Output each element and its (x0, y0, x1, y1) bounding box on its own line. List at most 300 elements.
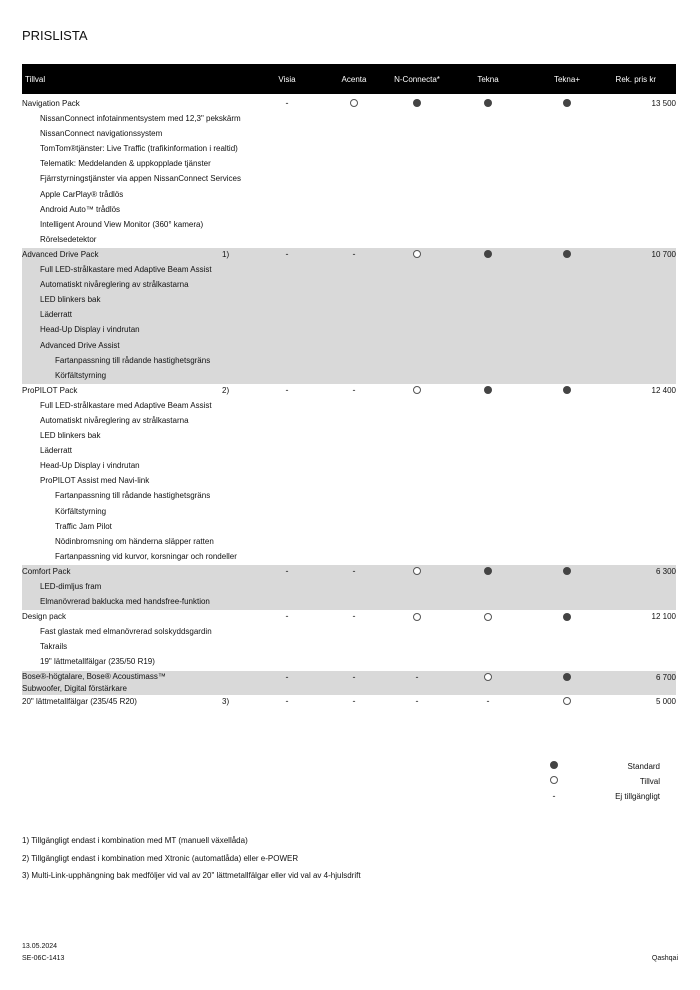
empty-cell (448, 308, 528, 323)
empty-cell (448, 218, 528, 233)
empty-cell (606, 142, 676, 157)
pack-item-text: Fartanpassning vid kurvor, korsningar och rondeller (55, 551, 237, 561)
empty-cell (448, 655, 528, 670)
not-available-dash: - (352, 611, 356, 622)
standard-dot-icon (563, 567, 571, 575)
pack-item (22, 550, 252, 565)
empty-cell (528, 127, 606, 142)
pack-item-text: Läderratt (40, 310, 73, 320)
pack-item (22, 278, 252, 293)
trim-availability (386, 671, 448, 695)
empty-cell (252, 293, 322, 308)
empty-cell (448, 505, 528, 520)
pack-price: 6 700 (606, 671, 676, 695)
empty-cell (386, 293, 448, 308)
not-available-dash: - (285, 565, 289, 576)
empty-cell (252, 308, 322, 323)
empty-cell (528, 172, 606, 187)
empty-cell (322, 218, 386, 233)
legend-item (540, 775, 660, 790)
empty-cell (322, 278, 386, 293)
empty-cell (386, 459, 448, 474)
pack-item-text: Läderratt (40, 446, 73, 456)
empty-cell (606, 308, 676, 323)
empty-cell (252, 444, 322, 459)
empty-cell (322, 369, 386, 384)
empty-cell (528, 188, 606, 203)
empty-cell (252, 429, 322, 444)
table-row (22, 550, 676, 565)
legend-item (540, 790, 660, 805)
pack-name-text: Design pack (22, 612, 67, 622)
col-header-acenta: Acenta (322, 64, 386, 94)
table-row (22, 203, 676, 218)
empty-cell (528, 580, 606, 595)
optional-circle-icon (350, 99, 358, 107)
pack-item-text: Nödinbromsning om händerna släpper ratten (55, 536, 214, 546)
empty-cell (252, 142, 322, 157)
pack-item (22, 474, 252, 489)
empty-cell (386, 399, 448, 414)
legend-symbol (548, 761, 560, 770)
empty-cell (386, 474, 448, 489)
empty-cell (448, 354, 528, 369)
empty-cell (252, 188, 322, 203)
pack-price: 12 400 (651, 385, 676, 395)
empty-cell (528, 489, 606, 504)
empty-cell (252, 580, 322, 595)
table-row (22, 339, 676, 354)
empty-cell (606, 580, 676, 595)
empty-cell (252, 233, 322, 248)
footer-code: SE-06C-1413 (22, 955, 65, 962)
trim-availability (322, 248, 386, 263)
empty-cell (386, 112, 448, 127)
empty-cell (386, 580, 448, 595)
pack-item (22, 459, 252, 474)
pack-item (22, 535, 252, 550)
table-row (22, 308, 676, 323)
pack-item-text: Intelligent Around View Monitor (360° kamera) (40, 219, 204, 229)
empty-cell (606, 625, 676, 640)
pack-item (22, 399, 252, 414)
pack-price: 12 100 (651, 612, 676, 622)
table-row (22, 263, 676, 278)
legend-label: Ej tillgängligt (615, 792, 660, 801)
not-available-dash: - (415, 695, 419, 706)
table-row (22, 233, 676, 248)
empty-cell (606, 414, 676, 429)
footnotes (22, 836, 361, 889)
table-row (22, 414, 676, 429)
empty-cell (528, 474, 606, 489)
empty-cell (386, 142, 448, 157)
empty-cell (322, 157, 386, 172)
pack-item (22, 429, 252, 444)
empty-cell (252, 203, 322, 218)
empty-cell (606, 203, 676, 218)
optional-circle-icon (413, 250, 421, 258)
empty-cell (322, 112, 386, 127)
pack-item (22, 354, 252, 369)
legend-label: Tillval (639, 777, 660, 786)
empty-cell (528, 142, 606, 157)
empty-cell (528, 354, 606, 369)
pack-item (22, 369, 252, 384)
table-row (22, 142, 676, 157)
empty-cell (606, 112, 676, 127)
not-available-dash: - (285, 98, 289, 108)
not-available-dash: - (285, 248, 289, 259)
not-available-dash: - (352, 565, 356, 576)
pack-name (22, 671, 252, 695)
trim-availability (252, 610, 322, 625)
pack-name (22, 94, 252, 112)
empty-cell (386, 595, 448, 610)
trim-availability (448, 94, 528, 112)
standard-dot-icon (550, 761, 558, 769)
standard-dot-icon (563, 250, 571, 258)
trim-availability (252, 384, 322, 399)
empty-cell (606, 399, 676, 414)
empty-cell (252, 520, 322, 535)
empty-cell (386, 640, 448, 655)
pack-item-text: Full LED-strålkastare med Adaptive Beam Assist (40, 400, 212, 410)
empty-cell (386, 414, 448, 429)
pack-item-text: Fartanpassning till rådande hastighetsgräns (55, 491, 211, 501)
footer-date: 13.05.2024 (22, 943, 58, 950)
empty-cell (606, 369, 676, 384)
not-available-dash: - (285, 695, 289, 706)
footnote: 1) Tillgängligt endast i kombination med MT (manuell växellåda) (22, 836, 248, 845)
empty-cell (386, 188, 448, 203)
empty-cell (606, 188, 676, 203)
optional-circle-icon (484, 613, 492, 621)
empty-cell (606, 459, 676, 474)
pack-item-text: Automatiskt nivåreglering av strålkastarna (40, 415, 189, 425)
empty-cell (252, 474, 322, 489)
empty-cell (448, 112, 528, 127)
empty-cell (386, 157, 448, 172)
optional-circle-icon (413, 386, 421, 394)
trim-availability (386, 695, 448, 710)
pack-item-text: Head-Up Display i vindrutan (40, 461, 140, 471)
empty-cell (322, 308, 386, 323)
optional-circle-icon (413, 613, 421, 621)
pack-item (22, 293, 252, 308)
empty-cell (448, 399, 528, 414)
pack-item (22, 520, 252, 535)
empty-cell (252, 399, 322, 414)
pack-item (22, 625, 252, 640)
empty-cell (528, 278, 606, 293)
empty-cell (322, 459, 386, 474)
standard-dot-icon (484, 99, 492, 107)
pack-name (22, 384, 252, 399)
table-row (22, 695, 676, 710)
not-available-dash: - (352, 384, 356, 395)
empty-cell (606, 505, 676, 520)
empty-cell (252, 655, 322, 670)
empty-cell (448, 293, 528, 308)
pack-price: 13 500 (651, 99, 676, 108)
empty-cell (386, 233, 448, 248)
pack-item (22, 414, 252, 429)
empty-cell (606, 293, 676, 308)
empty-cell (252, 550, 322, 565)
empty-cell (606, 655, 676, 670)
empty-cell (386, 535, 448, 550)
empty-cell (448, 580, 528, 595)
pack-item (22, 444, 252, 459)
empty-cell (386, 218, 448, 233)
standard-dot-icon (563, 386, 571, 394)
empty-cell (252, 489, 322, 504)
trim-availability (322, 610, 386, 625)
legend-symbol (548, 791, 560, 801)
pack-name-text: Comfort Pack (22, 566, 71, 576)
table-row (22, 248, 676, 263)
empty-cell (448, 535, 528, 550)
trim-availability (252, 94, 322, 112)
empty-cell (252, 535, 322, 550)
pack-item-text: Android Auto™ trådlös (40, 204, 121, 214)
empty-cell (322, 444, 386, 459)
pack-name (22, 695, 252, 710)
table-row (22, 610, 676, 625)
table-row (22, 384, 676, 399)
empty-cell (448, 323, 528, 338)
optional-circle-icon (484, 673, 492, 681)
empty-cell (448, 550, 528, 565)
empty-cell (322, 354, 386, 369)
empty-cell (448, 595, 528, 610)
pack-name-text: ProPILOT Pack (22, 385, 78, 395)
empty-cell (528, 203, 606, 218)
table-row (22, 459, 676, 474)
pack-item-text: Apple CarPlay® trådlös (40, 189, 124, 199)
empty-cell (322, 535, 386, 550)
trim-availability (252, 671, 322, 695)
table-row (22, 625, 676, 640)
empty-cell (606, 595, 676, 610)
empty-cell (386, 339, 448, 354)
table-row (22, 172, 676, 187)
empty-cell (528, 550, 606, 565)
empty-cell (252, 369, 322, 384)
empty-cell (528, 429, 606, 444)
empty-cell (322, 172, 386, 187)
pack-price: 6 300 (606, 565, 676, 580)
price-table (22, 64, 676, 710)
pack-item (22, 233, 252, 248)
empty-cell (448, 625, 528, 640)
empty-cell (528, 339, 606, 354)
empty-cell (386, 203, 448, 218)
empty-cell (528, 323, 606, 338)
trim-availability (448, 695, 528, 710)
empty-cell (448, 339, 528, 354)
empty-cell (606, 520, 676, 535)
pack-item (22, 127, 252, 142)
trim-availability (528, 695, 606, 710)
empty-cell (606, 157, 676, 172)
empty-cell (252, 112, 322, 127)
empty-cell (606, 263, 676, 278)
legend-item (540, 760, 660, 775)
pack-item (22, 157, 252, 172)
empty-cell (448, 127, 528, 142)
empty-cell (606, 278, 676, 293)
not-available-dash: - (285, 611, 289, 622)
empty-cell (528, 459, 606, 474)
standard-dot-icon (484, 250, 492, 258)
empty-cell (448, 444, 528, 459)
pack-item (22, 595, 252, 610)
table-row (22, 655, 676, 670)
empty-cell (606, 233, 676, 248)
empty-cell (448, 474, 528, 489)
not-available-dash: - (552, 791, 556, 801)
pack-item (22, 172, 252, 187)
pack-item-text: Takrails (40, 642, 68, 652)
trim-availability (528, 565, 606, 580)
empty-cell (322, 339, 386, 354)
table-row (22, 489, 676, 504)
empty-cell (606, 323, 676, 338)
empty-cell (322, 505, 386, 520)
empty-cell (252, 218, 322, 233)
pack-item-text: Full LED-strålkastare med Adaptive Beam Assist (40, 265, 212, 275)
trim-availability (448, 671, 528, 695)
pack-item (22, 112, 252, 127)
empty-cell (448, 142, 528, 157)
trim-availability (386, 94, 448, 112)
legend (540, 760, 660, 805)
trim-availability (528, 384, 606, 399)
col-header-n-connecta: N-Connecta* (386, 64, 448, 94)
table-row (22, 157, 676, 172)
table-row (22, 595, 676, 610)
pack-price: 5 000 (655, 696, 676, 706)
empty-cell (386, 308, 448, 323)
pack-name-text: Bose®-högtalare, Bose® Acoustimass™ Subwoofer, Digital förstärkare (22, 671, 166, 693)
col-header-price: Rek. pris kr (606, 64, 676, 94)
pack-item-text: LED blinkers bak (40, 431, 101, 441)
empty-cell (528, 655, 606, 670)
pack-item (22, 188, 252, 203)
pack-item (22, 142, 252, 157)
trim-availability (322, 94, 386, 112)
empty-cell (448, 278, 528, 293)
standard-dot-icon (484, 386, 492, 394)
empty-cell (322, 595, 386, 610)
empty-cell (322, 414, 386, 429)
table-row (22, 94, 676, 112)
empty-cell (252, 505, 322, 520)
empty-cell (528, 640, 606, 655)
table-row (22, 218, 676, 233)
pack-item-text: Körfältstyrning (55, 506, 107, 516)
empty-cell (528, 369, 606, 384)
trim-availability (448, 248, 528, 263)
table-header (22, 64, 676, 94)
empty-cell (528, 595, 606, 610)
empty-cell (322, 188, 386, 203)
pack-item (22, 640, 252, 655)
pack-name-text: Navigation Pack (22, 99, 80, 108)
optional-circle-icon (413, 567, 421, 575)
col-header-tillval: Tillval (22, 64, 252, 94)
legend-symbol (548, 776, 560, 785)
trim-availability (322, 671, 386, 695)
empty-cell (448, 369, 528, 384)
pack-item (22, 308, 252, 323)
pack-item-text: Traffic Jam Pilot (55, 521, 112, 531)
pack-item-text: Telematik: Meddelanden & uppkopplade tjänster (40, 159, 211, 169)
page-title: PRISLISTA (22, 28, 88, 43)
empty-cell (528, 308, 606, 323)
table-row (22, 369, 676, 384)
trim-availability (322, 565, 386, 580)
empty-cell (448, 188, 528, 203)
not-available-dash: - (285, 384, 289, 395)
empty-cell (252, 414, 322, 429)
pack-item-text: Automatiskt nivåreglering av strålkastarna (40, 280, 189, 290)
empty-cell (252, 595, 322, 610)
empty-cell (386, 489, 448, 504)
empty-cell (252, 323, 322, 338)
empty-cell (252, 157, 322, 172)
pack-item-text: Head-Up Display i vindrutan (40, 325, 140, 335)
trim-availability (322, 384, 386, 399)
table-row (22, 323, 676, 338)
empty-cell (322, 293, 386, 308)
footnote-ref: 3) (222, 696, 230, 706)
empty-cell (606, 429, 676, 444)
empty-cell (448, 520, 528, 535)
empty-cell (252, 263, 322, 278)
not-available-dash: - (352, 248, 356, 259)
trim-availability (386, 610, 448, 625)
empty-cell (606, 127, 676, 142)
not-available-dash: - (285, 671, 289, 682)
empty-cell (448, 640, 528, 655)
empty-cell (386, 278, 448, 293)
trim-availability (528, 248, 606, 263)
pack-item-text: NissanConnect infotainmentsystem med 12,3" pekskärm (40, 114, 241, 124)
empty-cell (252, 127, 322, 142)
trim-availability (252, 695, 322, 710)
empty-cell (528, 535, 606, 550)
pack-item-text: Elmanövrerad baklucka med handsfree-funktion (40, 597, 210, 607)
pack-item (22, 218, 252, 233)
col-header-visia: Visia (252, 64, 322, 94)
empty-cell (322, 429, 386, 444)
empty-cell (252, 640, 322, 655)
standard-dot-icon (413, 99, 421, 107)
empty-cell (606, 339, 676, 354)
not-available-dash: - (415, 671, 419, 682)
empty-cell (528, 263, 606, 278)
empty-cell (322, 127, 386, 142)
standard-dot-icon (484, 567, 492, 575)
footnote: 3) Multi-Link-upphängning bak medföljer vid val av 20" lättmetallfälgar eller vid val av 4-hjulsdrift (22, 871, 361, 880)
trim-availability (386, 565, 448, 580)
empty-cell (606, 474, 676, 489)
empty-cell (606, 535, 676, 550)
pack-item (22, 203, 252, 218)
